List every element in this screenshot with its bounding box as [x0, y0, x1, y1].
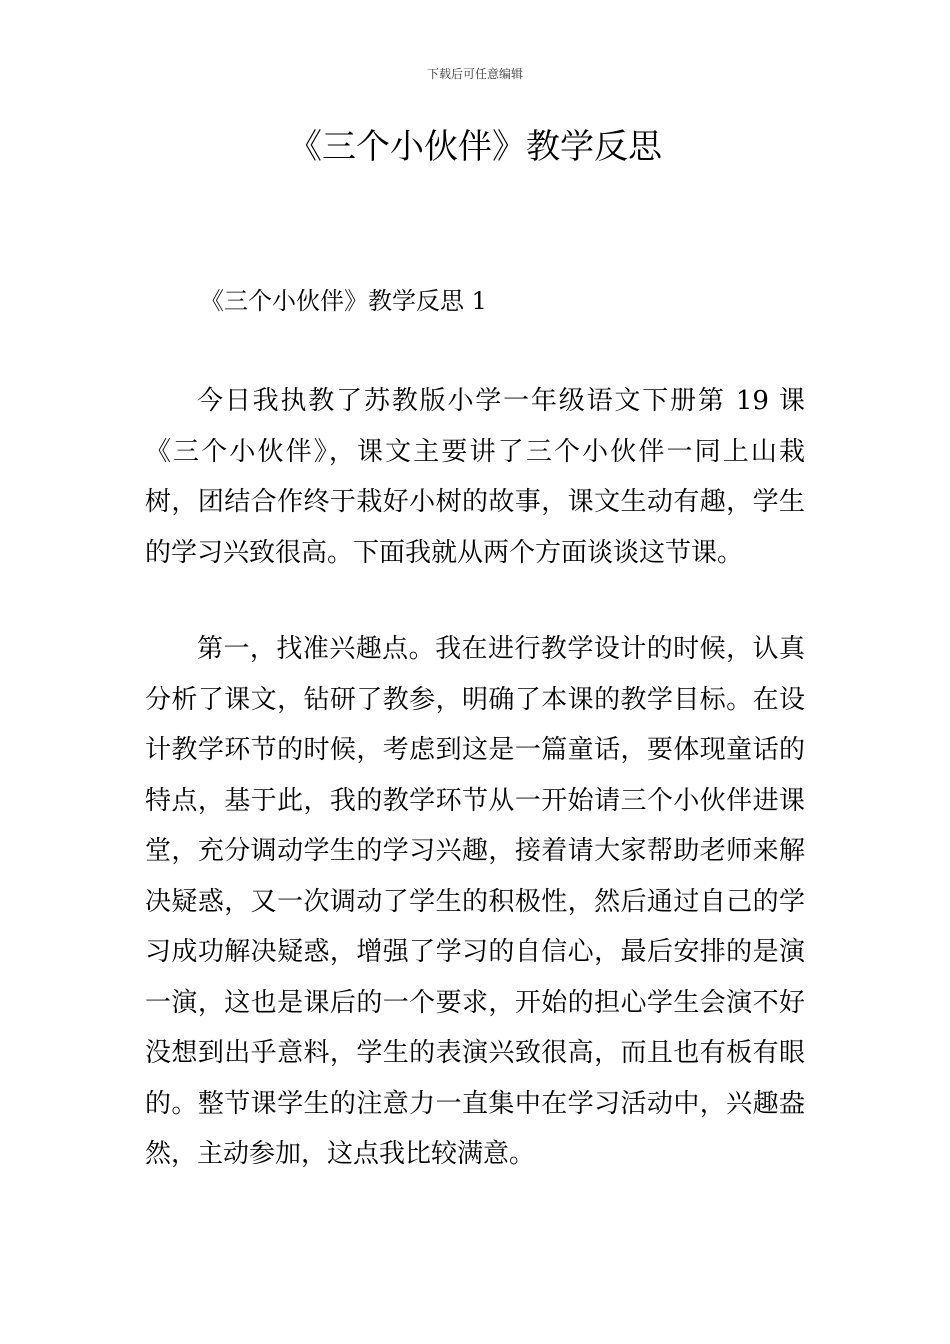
section-heading: 《三个小伙伴》教学反思 1 — [200, 287, 487, 315]
body-paragraph-1: 今日我执教了苏教版小学一年级语文下册第 19 课《三个小伙伴》，课文主要讲了三个小伙伴一同上山栽树，团结合作终于栽好小树的故事，课文生动有趣，学生的学习兴致很高。下面我就从两个方面谈谈这节课。 — [145, 386, 805, 568]
page-header-note: 下载后可任意编辑 — [426, 67, 523, 81]
body-paragraph-2: 第一，找准兴趣点。我在进行教学设计的时候，认真分析了课文，钻研了教参，明确了本课的教学目标。在设计教学环节的时候，考虑到这是一篇童话，要体现童话的特点，基于此，我的教学环节从一开始请三个小伙伴进课堂，充分调动学生的学习兴趣，接着请大家帮助老师来解决疑惑，又一次调动了学生的积极性，然后通过自己的学习成功解决疑惑，增强了学习的自信心，最后安排的是演一演，这也是课后的一个要求，开始的担心学生会演不好没想到出乎意料，学生的表演兴致很高，而且也有板有眼的。整节课学生的注意力一直集中在学习活动中，兴趣盎然，主动参加，这点我比较满意。 — [145, 634, 805, 1169]
document-title: 《三个小伙伴》教学反思 — [288, 127, 662, 167]
